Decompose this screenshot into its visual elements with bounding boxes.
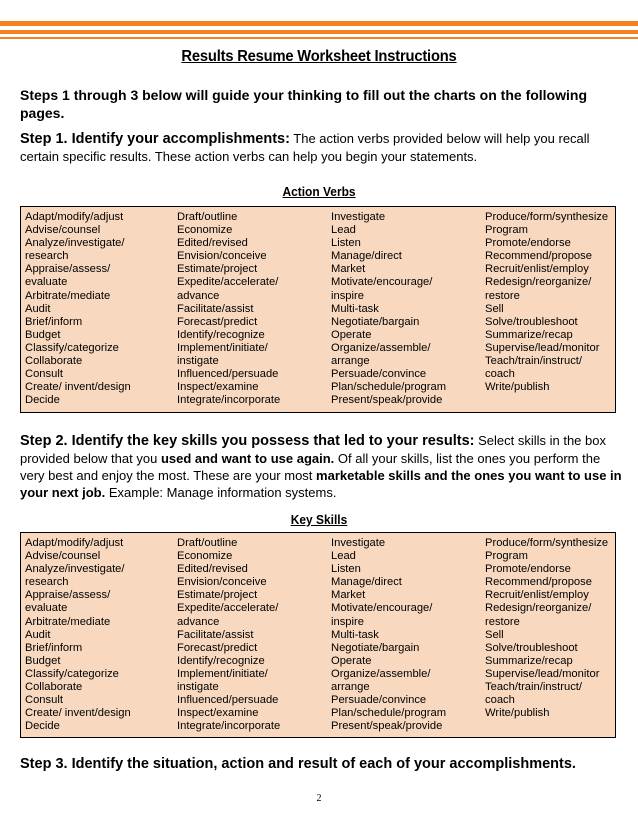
verb-item: instigate: [177, 681, 219, 694]
verb-item: Consult: [25, 694, 63, 707]
verb-item: Recruit/enlist/employ: [485, 263, 589, 276]
verb-item: Manage/direct: [331, 250, 402, 263]
verb-item: Collaborate: [25, 355, 83, 368]
verb-item: Adapt/modify/adjust: [25, 537, 124, 549]
verb-item: Summarize/recap: [485, 654, 573, 667]
verb-item: Motivate/encourage/: [331, 276, 433, 289]
verb-item: Investigate: [331, 211, 386, 223]
step3-text: Step 3. Identify the situation, action and result of each of your accomplishments.: [20, 756, 576, 772]
verb-item: Negotiate/bargain: [331, 315, 420, 328]
verb-item: Promote/endorse: [485, 237, 571, 250]
verb-item: Present/speak/provide: [331, 394, 443, 407]
verb-item: Teach/train/instruct/: [485, 355, 582, 368]
key-skills-box: [20, 532, 616, 738]
verb-column-2: [177, 211, 280, 407]
verb-item: Produce/form/synthesize: [485, 537, 609, 549]
verb-item: Plan/schedule/program: [331, 381, 447, 394]
verb-item: Write/publish: [485, 707, 550, 720]
verb-item: Decide: [25, 720, 60, 733]
page-number: 2: [316, 793, 322, 804]
page-title: Results Resume Worksheet Instructions: [181, 48, 457, 65]
verb-item: Influenced/persuade: [177, 368, 279, 381]
verb-item: Multi-task: [331, 628, 379, 641]
verb-item: Collaborate: [25, 681, 83, 694]
verb-item: Teach/train/instruct/: [485, 681, 582, 694]
verb-item: Appraise/assess/: [25, 589, 111, 602]
step2-bold-2: marketable skills and the ones you want to use in your next job.: [20, 468, 622, 500]
verb-item: Forecast/predict: [177, 315, 258, 328]
verb-item: Expedite/accelerate/: [177, 276, 279, 289]
verb-item: Economize: [177, 224, 233, 237]
verb-item: Redesign/reorganize/: [485, 602, 592, 615]
verb-item: Manage/direct: [331, 576, 402, 589]
verb-item: Listen: [331, 237, 361, 250]
verb-item: evaluate: [25, 276, 68, 289]
verb-item: Sell: [485, 302, 504, 315]
verb-item: Advise/counsel: [25, 224, 101, 237]
verb-item: Operate: [331, 328, 372, 341]
verb-item: Multi-task: [331, 302, 379, 315]
verb-item: Classify/categorize: [25, 667, 119, 680]
verb-item: Lead: [331, 550, 356, 563]
verb-item: restore: [485, 289, 520, 302]
verb-item: Arbitrate/mediate: [25, 289, 111, 302]
skill-column-1: [25, 537, 131, 733]
verb-item: Envision/conceive: [177, 576, 267, 589]
verb-item: Create/ invent/design: [25, 707, 131, 720]
verb-item: Decide: [25, 394, 60, 407]
verb-item: Supervise/lead/monitor: [485, 341, 600, 354]
step1-text: The action verbs provided below will help you recall certain specific results. These action verbs can help you begin your statements.: [20, 131, 590, 164]
verb-item: Budget: [25, 654, 61, 667]
verb-item: Recommend/propose: [485, 250, 592, 263]
verb-item: Plan/schedule/program: [331, 707, 447, 720]
verb-item: Present/speak/provide: [331, 720, 443, 733]
verb-item: Appraise/assess/: [25, 263, 111, 276]
verb-item: Program: [485, 224, 528, 237]
verb-item: Estimate/project: [177, 263, 258, 276]
verb-item: Market: [331, 263, 366, 276]
step2-text-3: Example: Manage information systems.: [105, 485, 337, 500]
verb-item: Persuade/convince: [331, 694, 427, 707]
orange-stripe: [0, 30, 638, 34]
verb-column-1: [25, 211, 131, 407]
verb-item: Edited/revised: [177, 563, 248, 576]
orange-stripe: [0, 21, 638, 26]
verb-item: Supervise/lead/monitor: [485, 667, 600, 680]
verb-item: Recommend/propose: [485, 576, 592, 589]
verb-item: Brief/inform: [25, 641, 83, 654]
verb-item: Recruit/enlist/employ: [485, 589, 589, 602]
verb-item: instigate: [177, 355, 219, 368]
verb-item: Promote/endorse: [485, 563, 571, 576]
verb-item: Audit: [25, 302, 51, 315]
verb-item: Expedite/accelerate/: [177, 602, 279, 615]
verb-item: Economize: [177, 550, 233, 563]
intro-text: Steps 1 through 3 below will guide your thinking to fill out the charts on the following pages.: [20, 87, 587, 121]
verb-item: arrange: [331, 681, 370, 694]
verb-item: Adapt/modify/adjust: [25, 211, 124, 223]
verb-item: Forecast/predict: [177, 641, 258, 654]
verb-item: advance: [177, 615, 220, 628]
verb-item: Integrate/incorporate: [177, 720, 281, 733]
verb-item: Redesign/reorganize/: [485, 276, 592, 289]
verb-item: Investigate: [331, 537, 386, 549]
verb-item: inspire: [331, 289, 364, 302]
verb-item: Solve/troubleshoot: [485, 315, 578, 328]
verb-item: Classify/categorize: [25, 341, 119, 354]
action-verbs-heading: Action Verbs: [282, 184, 356, 199]
skill-column-3: [331, 537, 446, 733]
verb-item: Draft/outline: [177, 211, 238, 223]
verb-item: restore: [485, 615, 520, 628]
step2-lead: Step 2. Identify the key skills you possess that led to your results:: [20, 433, 475, 449]
verb-item: Audit: [25, 628, 51, 641]
verb-item: Budget: [25, 328, 61, 341]
verb-item: Brief/inform: [25, 315, 83, 328]
verb-item: Motivate/encourage/: [331, 602, 433, 615]
verb-item: Inspect/examine: [177, 707, 259, 720]
verb-item: Advise/counsel: [25, 550, 101, 563]
verb-item: arrange: [331, 355, 370, 368]
verb-item: Sell: [485, 628, 504, 641]
verb-item: research: [25, 576, 69, 589]
verb-item: Summarize/recap: [485, 328, 573, 341]
verb-item: Analyze/investigate/: [25, 563, 125, 576]
verb-item: Program: [485, 550, 528, 563]
verb-item: Create/ invent/design: [25, 381, 131, 394]
verb-item: Edited/revised: [177, 237, 248, 250]
verb-item: Facilitate/assist: [177, 302, 254, 315]
verb-item: Organize/assemble/: [331, 341, 431, 354]
verb-item: Identify/recognize: [177, 654, 265, 667]
action-verbs-box: [20, 206, 616, 413]
verb-item: Inspect/examine: [177, 381, 259, 394]
verb-item: Arbitrate/mediate: [25, 615, 111, 628]
step2-text-1: Select skills in the box provided below that you: [20, 433, 606, 466]
verb-item: evaluate: [25, 602, 68, 615]
verb-column-3: [331, 211, 446, 407]
verb-item: Consult: [25, 368, 63, 381]
verb-item: research: [25, 250, 69, 263]
verb-item: Implement/initiate/: [177, 667, 268, 680]
verb-item: Envision/conceive: [177, 250, 267, 263]
skill-column-2: [177, 537, 280, 733]
step1-paragraph: [20, 130, 622, 165]
verb-item: Market: [331, 589, 366, 602]
verb-item: Operate: [331, 654, 372, 667]
verb-item: Listen: [331, 563, 361, 576]
verb-item: Negotiate/bargain: [331, 641, 420, 654]
verb-item: Analyze/investigate/: [25, 237, 125, 250]
header-stripes: [0, 0, 638, 40]
verb-item: Integrate/incorporate: [177, 394, 281, 407]
skill-column-4: [485, 537, 608, 720]
verb-item: advance: [177, 289, 220, 302]
verb-item: Implement/initiate/: [177, 341, 268, 354]
verb-item: Influenced/persuade: [177, 694, 279, 707]
step2-bold-1: used and want to use again.: [160, 451, 335, 466]
step2-paragraph: [20, 432, 622, 501]
verb-item: Write/publish: [485, 381, 550, 394]
verb-item: coach: [485, 694, 515, 707]
orange-stripe: [0, 37, 638, 39]
verb-column-4: [485, 211, 608, 394]
verb-item: Solve/troubleshoot: [485, 641, 578, 654]
verb-item: Lead: [331, 224, 356, 237]
step2-text-2: Of all your skills, list the ones you perform the very best and enjoy the most. These are your most: [20, 451, 601, 483]
verb-item: Draft/outline: [177, 537, 238, 549]
verb-item: Identify/recognize: [177, 328, 265, 341]
verb-item: Produce/form/synthesize: [485, 211, 609, 223]
verb-item: Persuade/convince: [331, 368, 427, 381]
verb-item: Facilitate/assist: [177, 628, 254, 641]
step1-lead: Step 1. Identify your accomplishments:: [20, 131, 290, 147]
verb-item: coach: [485, 368, 515, 381]
verb-item: inspire: [331, 615, 364, 628]
verb-item: Estimate/project: [177, 589, 258, 602]
key-skills-heading: Key Skills: [290, 512, 348, 527]
verb-item: Organize/assemble/: [331, 667, 431, 680]
